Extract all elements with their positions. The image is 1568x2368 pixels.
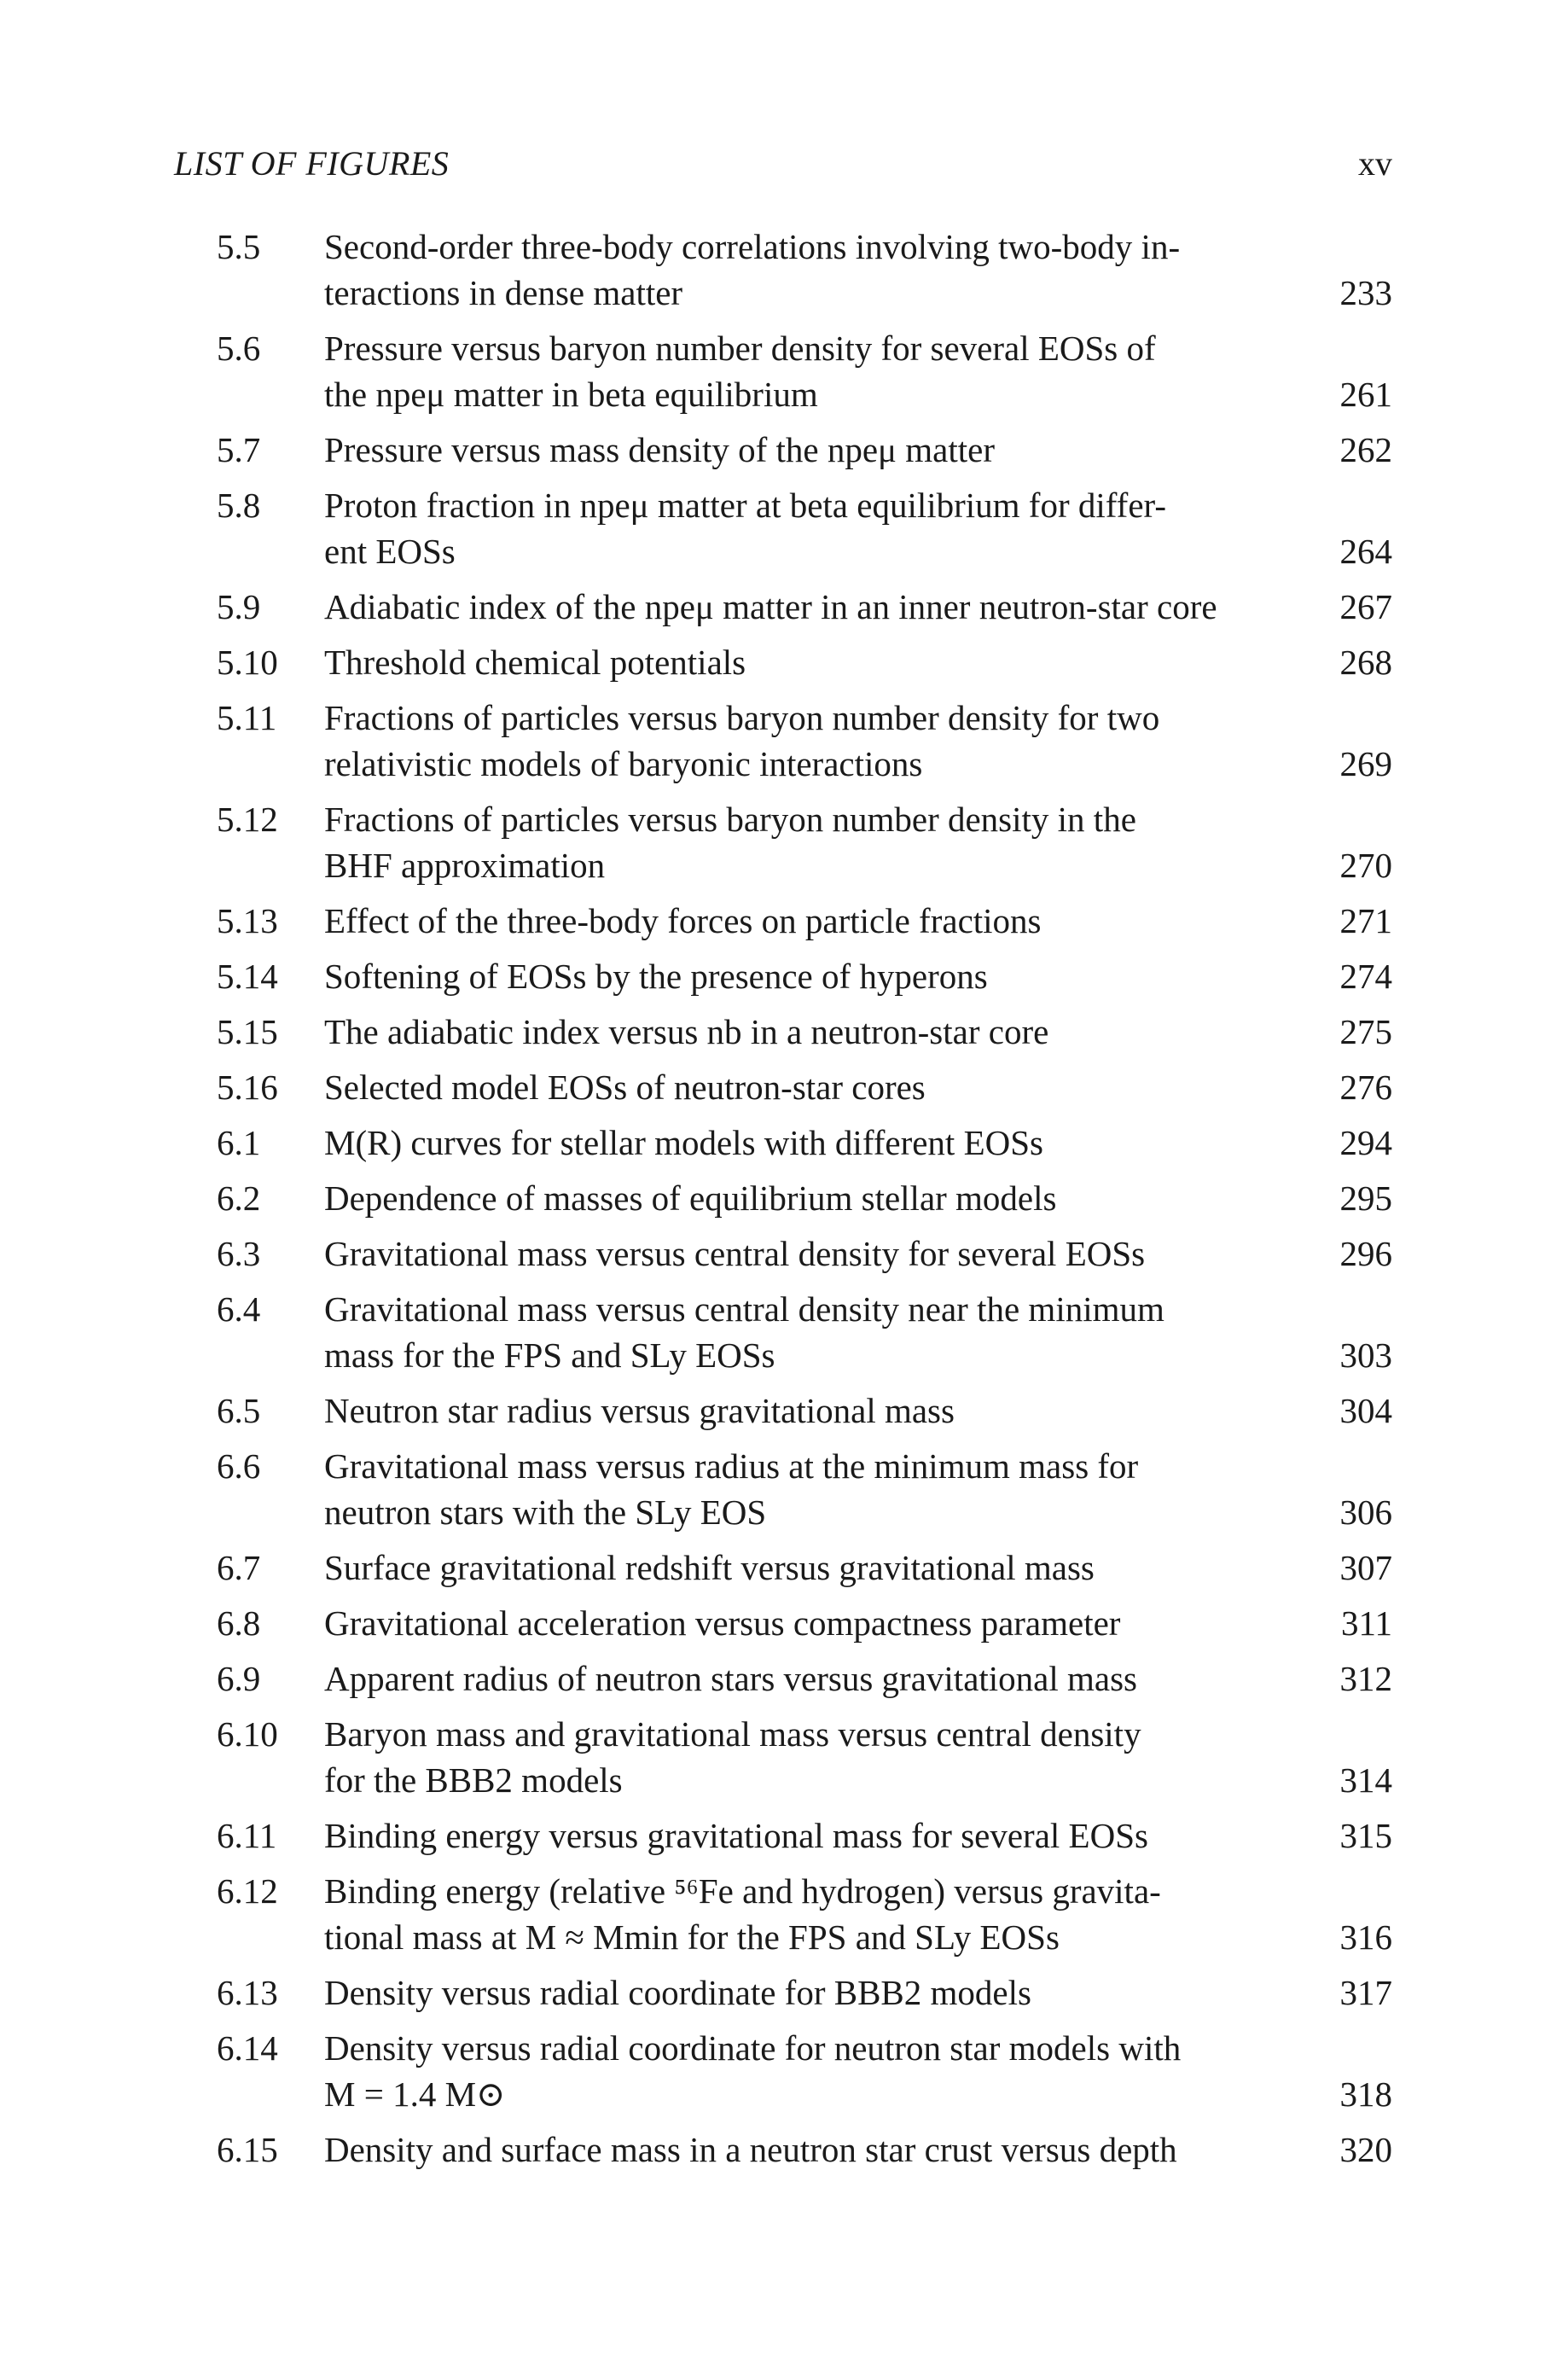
list-item (217, 1009, 1392, 1055)
figure-number: 6.11 (217, 1816, 277, 1855)
figure-title: Density versus radial coordinate for BBB2 models (324, 1973, 1031, 2012)
figure-number: 5.7 (217, 430, 261, 469)
figure-page: 318 (1339, 2074, 1392, 2114)
list-item (217, 1600, 1392, 1646)
figure-title: Threshold chemical potentials (324, 643, 746, 682)
figure-number: 6.15 (217, 2130, 278, 2169)
figure-title: Gravitational acceleration versus compactness parameter (324, 1603, 1121, 1643)
list-item (217, 1175, 1392, 1221)
figure-title: Selected model EOSs of neutron-star cores (324, 1068, 926, 1107)
figure-number: 5.6 (217, 329, 261, 368)
figure-page: 306 (1339, 1492, 1392, 1532)
figure-title: Second-order three-body correlations involving two-body in- teractions in dense matter (324, 227, 1181, 312)
figure-title: Density and surface mass in a neutron star crust versus depth (324, 2130, 1177, 2169)
running-head-title: LIST OF FIGURES (174, 144, 450, 183)
list-item (217, 584, 1392, 630)
figure-title: Density versus radial coordinate for neutron star models with M = 1.4 M⊙ (324, 2028, 1182, 2114)
figure-number: 6.9 (217, 1659, 261, 1698)
figure-title: Pressure versus mass density of the npeμ matter (324, 430, 996, 469)
list-item (217, 1443, 1392, 1535)
figure-title: Gravitational mass versus central density near the minimum mass for the FPS and SLy EOSs (324, 1289, 1164, 1375)
list-item (217, 2127, 1392, 2173)
figure-title: Fractions of particles versus baryon number density in the BHF approximation (324, 800, 1136, 885)
figure-number: 5.9 (217, 587, 261, 626)
figure-page: 320 (1339, 2130, 1392, 2169)
figure-number: 5.16 (217, 1068, 278, 1107)
figure-title: M(R) curves for stellar models with different EOSs (324, 1123, 1043, 1162)
list-item (217, 427, 1392, 473)
figure-page: 262 (1339, 430, 1392, 469)
figure-number: 6.5 (217, 1391, 261, 1430)
list-item (217, 224, 1392, 316)
figure-title: Pressure versus baryon number density for several EOSs of the npeμ matter in beta equilibrium (324, 329, 1156, 414)
figure-page: 267 (1339, 587, 1392, 626)
figure-page: 314 (1339, 1760, 1392, 1800)
list-item (217, 953, 1392, 999)
figure-number: 5.12 (217, 800, 278, 839)
figure-number: 6.14 (217, 2028, 278, 2068)
figure-title: Binding energy (relative ⁵⁶Fe and hydrogen) versus gravita- tional mass at M ≈ Mmin for the FPS and SLy EOSs (324, 1871, 1161, 1957)
figure-page: 304 (1339, 1391, 1392, 1430)
figure-page: 261 (1339, 375, 1392, 414)
figure-title: The adiabatic index versus nb in a neutron-star core (324, 1012, 1049, 1051)
figure-page: 315 (1339, 1816, 1392, 1855)
figure-page: 312 (1339, 1659, 1392, 1698)
figure-title: Gravitational mass versus radius at the minimum mass for neutron stars with the SLy EOS (324, 1446, 1139, 1532)
figure-title: Effect of the three-body forces on particle fractions (324, 901, 1042, 940)
list-item (217, 639, 1392, 685)
list-item (217, 1868, 1392, 1960)
list-item (217, 1545, 1392, 1591)
list-item (217, 898, 1392, 944)
figure-title: Fractions of particles versus baryon number density for two relativistic models of baryonic interactions (324, 698, 1160, 783)
figure-number: 6.1 (217, 1123, 261, 1162)
figure-page: 268 (1339, 643, 1392, 682)
figure-page: 303 (1339, 1335, 1392, 1375)
list-item (217, 325, 1392, 417)
figure-page: 311 (1341, 1603, 1392, 1643)
figure-page: 295 (1339, 1178, 1392, 1218)
figure-title: Softening of EOSs by the presence of hyperons (324, 957, 988, 996)
list-item (217, 1812, 1392, 1859)
figure-number: 5.5 (217, 227, 261, 266)
list-item (217, 1711, 1392, 1803)
figure-number: 6.13 (217, 1973, 278, 2012)
figure-title: Baryon mass and gravitational mass versus central density for the BBB2 models (324, 1714, 1141, 1800)
figure-page: 307 (1339, 1548, 1392, 1587)
page-header (174, 143, 1392, 195)
list-item (217, 796, 1392, 888)
figure-page: 274 (1339, 957, 1392, 996)
figure-page: 275 (1339, 1012, 1392, 1051)
figure-title: Binding energy versus gravitational mass for several EOSs (324, 1816, 1148, 1855)
figure-number: 6.10 (217, 1714, 278, 1754)
figure-title: Dependence of masses of equilibrium stellar models (324, 1178, 1057, 1218)
figure-title: Surface gravitational redshift versus gravitational mass (324, 1548, 1095, 1587)
list-item (217, 1286, 1392, 1378)
figure-number: 5.13 (217, 901, 278, 940)
figure-number: 5.11 (217, 698, 277, 737)
figure-number: 5.15 (217, 1012, 278, 1051)
figure-title: Adiabatic index of the npeμ matter in an inner neutron-star core (324, 587, 1217, 626)
figure-page: 269 (1339, 744, 1392, 783)
list-item (217, 1969, 1392, 2016)
figure-page: 317 (1339, 1973, 1392, 2012)
figure-page: 296 (1339, 1234, 1392, 1273)
figure-title: Neutron star radius versus gravitational mass (324, 1391, 955, 1430)
figure-list (217, 224, 1392, 2182)
list-item (217, 482, 1392, 574)
list-item (217, 1388, 1392, 1434)
figure-page: 276 (1339, 1068, 1392, 1107)
list-item (217, 695, 1392, 787)
figure-title: Proton fraction in npeμ matter at beta equilibrium for differ- ent EOSs (324, 486, 1167, 571)
list-item (217, 1655, 1392, 1702)
figure-page: 294 (1339, 1123, 1392, 1162)
figure-number: 6.6 (217, 1446, 261, 1486)
figure-number: 5.10 (217, 643, 278, 682)
figure-number: 5.8 (217, 486, 261, 525)
figure-number: 6.8 (217, 1603, 261, 1643)
figure-number: 6.7 (217, 1548, 261, 1587)
list-item (217, 1231, 1392, 1277)
figure-number: 6.2 (217, 1178, 261, 1218)
figure-number: 6.4 (217, 1289, 261, 1329)
figure-number: 5.14 (217, 957, 278, 996)
figure-title: Apparent radius of neutron stars versus gravitational mass (324, 1659, 1138, 1698)
figure-page: 270 (1339, 846, 1392, 885)
figure-page: 271 (1339, 901, 1392, 940)
page-number: xv (1358, 144, 1392, 183)
figure-title: Gravitational mass versus central density for several EOSs (324, 1234, 1146, 1273)
figure-page: 316 (1339, 1917, 1392, 1957)
figure-number: 6.12 (217, 1871, 278, 1911)
figure-number: 6.3 (217, 1234, 261, 1273)
figure-page: 233 (1339, 273, 1392, 312)
list-item (217, 2025, 1392, 2117)
figure-page: 264 (1339, 532, 1392, 571)
list-item (217, 1064, 1392, 1110)
list-item (217, 1120, 1392, 1166)
